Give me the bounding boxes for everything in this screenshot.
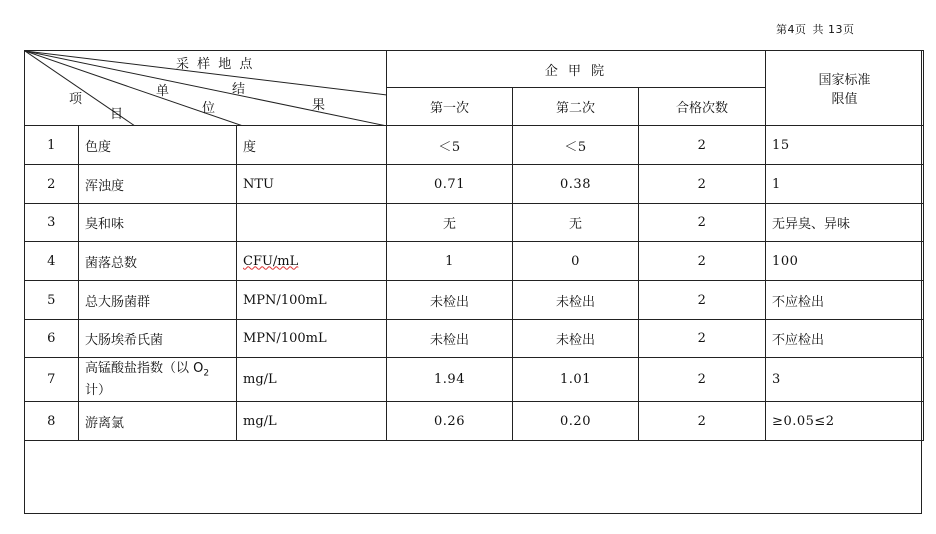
pass-count: 2 <box>639 281 766 320</box>
unit: 度 <box>237 126 387 165</box>
first-header: 第一次 <box>387 88 513 126</box>
second-result: 1.01 <box>513 358 639 402</box>
location-header: 企 甲 院 <box>387 51 766 88</box>
pass-count: 2 <box>639 126 766 165</box>
item-name: 臭和味 <box>79 204 237 242</box>
item-name-b: 计） <box>85 383 112 399</box>
header-sampling-location: 采 样 地 点 <box>176 57 255 72</box>
row-number: 5 <box>25 281 79 320</box>
item-name: 菌落总数 <box>79 242 237 281</box>
table-row <box>25 204 924 242</box>
header-result-2: 果 <box>312 98 328 113</box>
pass-count: 2 <box>639 320 766 358</box>
first-result: 无 <box>387 204 513 242</box>
second-result: 无 <box>513 204 639 242</box>
first-result: 0.26 <box>387 402 513 441</box>
first-result: 1.94 <box>387 358 513 402</box>
pass-count: 2 <box>639 402 766 441</box>
page-total: 共 13页 <box>812 23 855 36</box>
diagonal-header-cell <box>25 51 387 126</box>
first-result: 1 <box>387 242 513 281</box>
standard-limit: 1 <box>766 165 924 204</box>
standard-limit: 不应检出 <box>766 320 924 358</box>
row-number: 8 <box>25 402 79 441</box>
unit: MPN/100mL <box>237 281 387 320</box>
header-mu: 目 <box>110 107 126 122</box>
row-number: 4 <box>25 242 79 281</box>
item-name: 游离氯 <box>79 402 237 441</box>
page-number <box>776 21 857 37</box>
table-row <box>25 281 924 320</box>
standard-line-1: 国家标准 <box>818 73 871 88</box>
pass-count: 2 <box>639 242 766 281</box>
unit <box>237 242 387 281</box>
unit <box>237 204 387 242</box>
standard-line-2: 限值 <box>831 92 858 107</box>
item-name-a: 高锰酸盐指数（以 O <box>85 360 204 376</box>
row-number: 3 <box>25 204 79 242</box>
header-item: 项 <box>69 92 85 107</box>
unit-text: CFU/mL <box>243 253 299 269</box>
table-row <box>25 402 924 441</box>
row-number: 1 <box>25 126 79 165</box>
header-unit: 单 <box>156 84 172 99</box>
standard-limit: ≥0.05≤2 <box>766 402 924 441</box>
second-result: 未检出 <box>513 320 639 358</box>
header-position: 位 <box>202 101 218 116</box>
second-result: 0.20 <box>513 402 639 441</box>
item-name: 总大肠菌群 <box>79 281 237 320</box>
header-result-1: 结 <box>232 82 248 97</box>
first-result: ＜5 <box>387 126 513 165</box>
pass-count: 2 <box>639 358 766 402</box>
item-name-subscript: 2 <box>203 368 210 379</box>
item-name <box>79 358 237 402</box>
pass-count-header: 合格次数 <box>639 88 766 126</box>
standard-limit: 无异臭、异味 <box>766 204 924 242</box>
unit: mg/L <box>237 358 387 402</box>
table-row <box>25 320 924 358</box>
standard-header <box>766 51 924 126</box>
standard-limit: 15 <box>766 126 924 165</box>
table-row <box>25 165 924 204</box>
pass-count: 2 <box>639 165 766 204</box>
unit: mg/L <box>237 402 387 441</box>
second-result: 0.38 <box>513 165 639 204</box>
second-header: 第二次 <box>513 88 639 126</box>
table-row <box>25 126 924 165</box>
first-result: 未检出 <box>387 320 513 358</box>
second-result: 0 <box>513 242 639 281</box>
item-name: 大肠埃希氏菌 <box>79 320 237 358</box>
row-number: 6 <box>25 320 79 358</box>
first-result: 0.71 <box>387 165 513 204</box>
table-row <box>25 242 924 281</box>
item-name: 浑浊度 <box>79 165 237 204</box>
table-row <box>25 358 924 402</box>
second-result: 未检出 <box>513 281 639 320</box>
standard-limit: 3 <box>766 358 924 402</box>
first-result: 未检出 <box>387 281 513 320</box>
standard-limit: 不应检出 <box>766 281 924 320</box>
unit: MPN/100mL <box>237 320 387 358</box>
row-number: 7 <box>25 358 79 402</box>
water-quality-table <box>24 50 924 441</box>
second-result: ＜5 <box>513 126 639 165</box>
standard-limit: 100 <box>766 242 924 281</box>
unit: NTU <box>237 165 387 204</box>
row-number: 2 <box>25 165 79 204</box>
item-name: 色度 <box>79 126 237 165</box>
pass-count: 2 <box>639 204 766 242</box>
page-current: 第4页 <box>776 23 807 36</box>
